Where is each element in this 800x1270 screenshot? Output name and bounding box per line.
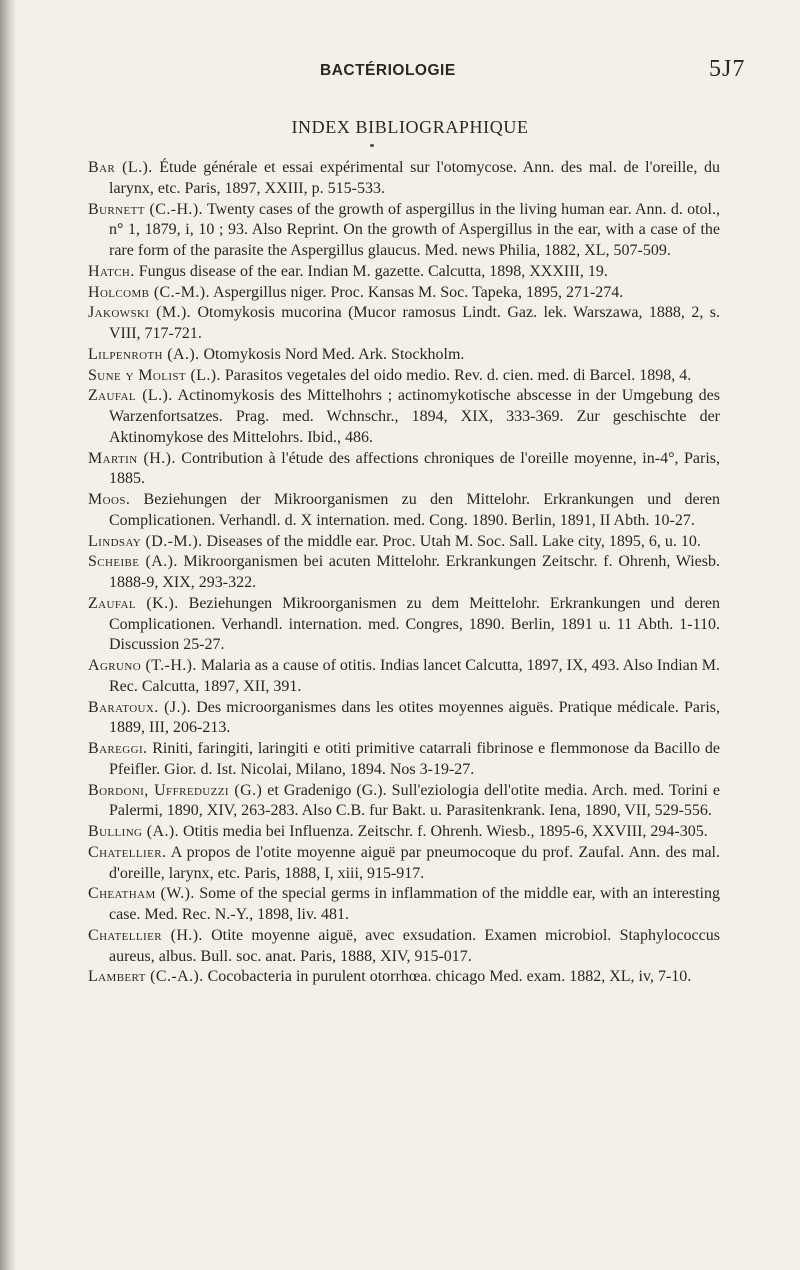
entry-text: Riniti, faringiti, laringiti e otiti primitive catarrali fibrinose e flemmonose da Bacillo de Pfeifler. Gior. d. Ist. Nicolai, Milano, 1894. Nos 3-19-27. [109,740,720,778]
bibliography-entry [88,490,720,532]
entry-text: Cocobacteria in purulent otorrhœa. chicago Med. exam. 1882, XL, iv, 7-10. [203,968,692,986]
entry-author: Lindsay (D.-M.). [88,532,203,550]
entry-text: Beziehungen der Mikroorganismen zu den Mittelohr. Erkrankungen und deren Complicationen. Verhandl. d. X internation. med. Cong. 1890. Berlin, 1891, II Abth. 10-27. [109,491,720,529]
entry-author: Agruno (T.-H.). [88,657,197,674]
entry-text: Otitis media bei Influenza. Zeitschr. f. Ohrenh. Wiesb., 1895-6, XXVIII, 294-305. [179,823,708,840]
entry-author: Sune y Molist (L.). [88,366,221,384]
bibliography-entry [88,967,720,988]
entry-author: Martin (H.). [88,449,176,467]
entry-text: Parasitos vegetales del oido medio. Rev. d. cien. med. di Barcel. 1898, 4. [220,366,692,384]
bibliography-entry [88,656,720,698]
entry-author: Bulling (A.). [88,823,180,840]
bibliography-list [88,158,720,988]
bibliography-entry [88,822,720,843]
entry-text: Étude générale et essai expérimental sur l'otomycose. Ann. des mal. de l'oreille, du larynx, etc. Paris, 1897, XXIII, p. 515-533. [109,159,721,197]
bibliography-entry [88,158,720,200]
entry-text: Otomykosis mucorina (Mucor ramosus Lindt. Gaz. lek. Warszawa, 1888, 2, s. VIII, 717-721. [109,304,720,342]
entry-author: Baratoux. (J.). [88,698,192,716]
entry-author: Chatellier. [88,843,167,861]
entry-text: Mikroorganismen bei acuten Mittelohr. Erkrankungen Zeitschr. f. Ohrenh, Wiesb. 1888-9, XIX, 293-322. [109,553,721,591]
entry-text: Malaria as a cause of otitis. Indias lancet Calcutta, 1897, IX, 493. Also Indian M. Rec. Calcutta, 1897, XII, 391. [109,657,721,695]
entry-author: Bar (L.). [88,159,153,176]
bibliography-entry [88,366,720,387]
page-spine-shadow [0,0,16,1270]
entry-text: Some of the special germs in inflammation of the middle ear, with an interesting case. Med. Rec. N.-Y., 1898, liv. 481. [109,885,720,923]
entry-author: Moos. [88,491,131,508]
entry-text: Diseases of the middle ear. Proc. Utah M. Soc. Sall. Lake city, 1895, 6, u. 10. [202,532,701,550]
bibliography-entry [88,698,720,740]
entry-author: Cheatham (W.). [88,885,195,903]
bibliography-entry [88,739,720,781]
entry-author: Lilpenroth (A.). [88,345,200,363]
page-number: 5J7 [709,56,746,82]
entry-text: Aspergillus niger. Proc. Kansas M. Soc. Tapeka, 1895, 271-274. [209,283,624,301]
bibliography-entry [88,262,720,283]
entry-author: Chatellier (H.). [88,926,203,944]
entry-author: Lambert (C.-A.). [88,968,204,986]
entry-author: Bordoni, Uffreduzzi (G.) [88,781,263,799]
bibliography-entry [88,200,720,262]
bibliography-entry [88,386,720,448]
entry-text: Actinomykosis des Mittelhohrs ; actinomykotische abscesse in der Umgebung des Warzenfortsatzes. Prag. med. Wchnschr., 1894, XIX, 333-369. Zur geschischte der Aktinomykose des Mittelohrs. Ibid., 486. [109,387,720,446]
bibliography-entry [88,449,720,491]
bibliography-entry [88,926,720,968]
entry-text: Fungus disease of the ear. Indian M. gazette. Calcutta, 1898, XXXIII, 19. [134,262,608,280]
entry-author: Burnett (C.-H.). [88,200,203,218]
entry-author: Bareggi. [88,740,148,757]
entry-text: Twenty cases of the growth of aspergillus in the living human ear. Ann. d. otol., n° 1, 1879, i, 10 ; 93. Also Reprint. On the growth of Aspergillus in the ear, with a case of the rare form of the parasite the Aspergillus glaucus. Med. news Philia, 1882, XL, 507-509. [109,200,721,259]
bibliography-entry [88,345,720,366]
entry-text: Contribution à l'étude des affections chroniques de l'oreille moyenne, in-4°, Paris, 1885. [109,449,721,488]
bibliography-entry [88,781,720,823]
bibliography-entry [88,532,720,553]
page-header [0,56,800,86]
entry-text: A propos de l'otite moyenne aiguë par pneumocoque du prof. Zaufal. Ann. des mal. d'oreille, larynx, etc. Paris, 1888, I, xiii, 915-917. [109,843,720,882]
bibliography-entry [88,283,720,304]
entry-text: Beziehungen Mikroorganismen zu dem Meittelohr. Erkrankungen und deren Complicationen. Verhandl. internation. med. Congres, 1890. Berlin, 1891 u. 11 Abth. 1-110. Discussion 25-27. [109,594,720,654]
bibliography-entry [88,594,720,656]
entry-text: Des microorganismes dans les otites moyennes aiguës. Pratique médicale. Paris, 1889, III, 206-213. [109,698,720,737]
entry-author: Scheibe (A.). [88,553,178,571]
bibliography-entry [88,884,720,926]
entry-author: Holcomb (C.-M.). [88,283,210,301]
running-title: BACTÉRIOLOGIE [320,62,456,79]
entry-author: Zaufal (L.). [88,387,173,405]
bibliography-entry [88,303,720,345]
bibliography-entry [88,552,720,594]
entry-author: Hatch. [88,262,135,280]
bibliography-entry [88,843,720,885]
entry-author: Zaufal (K.). [88,594,179,612]
entry-text: Otite moyenne aiguë, avec exsudation. Examen microbiol. Staphylococcus aureus, albus. Bull. soc. anat. Paris, 1888, XIV, 915-017. [109,926,720,965]
section-title: INDEX BIBLIOGRAPHIQUE [291,117,529,137]
entry-author: Jakowski (M.). [88,304,192,322]
entry-text: Otomykosis Nord Med. Ark. Stockholm. [199,345,465,363]
entry-text: et Gradenigo (G.). Sull'eziologia dell'otite media. Arch. med. Torini e Palermi, 1890, XIV, 263-283. Also C.B. fur Bakt. u. Parasitenkrank. Iena, 1890, VII, 529-556. [109,781,720,820]
print-speck [370,144,374,147]
